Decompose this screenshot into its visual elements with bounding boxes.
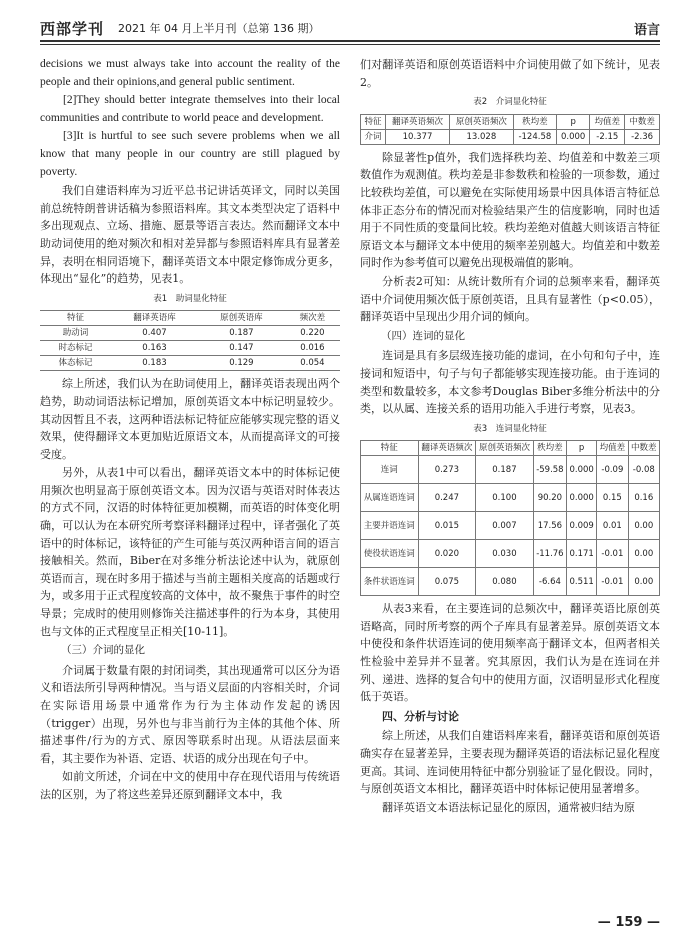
example-sentence-3: [3]It is hurtful to see such severe problems when we all know that many people in our country are still plagued by poverty. [40, 130, 340, 178]
journal-logo: 西部学刊 [40, 20, 105, 38]
paragraph: 从表3来看，在主要连词的总频次中，翻译英语比原创英语略高，同时所考察的两个子库具有显著差异。原创英语文本中使役和条件状语连词的使用频率高于翻译文本，但两者相关性检验中差异并不显著。究其原因，我们认为是在连词在并列、递进、选择的复合句中的使用方面，汉语明显形式化程度低于英语。 [360, 602, 660, 704]
table1 [40, 310, 340, 371]
table-row [40, 341, 340, 356]
example-sentence-1: decisions we must always take into account the reality of the people and their opinions,and general public sentiment. [40, 58, 340, 88]
table-cell: 时态标记 [40, 341, 111, 356]
table-cell: -0.01 [597, 568, 628, 596]
table-cell: 0.171 [567, 540, 597, 568]
table-cell: -0.01 [597, 540, 628, 568]
table-cell: 17.56 [533, 512, 566, 540]
table-row [40, 326, 340, 341]
table-header-cell: 原创英语库 [198, 311, 285, 326]
table-cell: 使役状语连词 [361, 540, 419, 568]
header-rule-thin [40, 44, 660, 45]
table-cell: 0.147 [198, 341, 285, 356]
table-cell: 介词 [361, 129, 386, 144]
section-heading: 四、分析与讨论 [382, 709, 459, 723]
table-cell: 0.15 [597, 484, 628, 512]
table-cell: -124.58 [513, 129, 556, 144]
table-header-cell: 秩均差 [513, 114, 556, 129]
paragraph: 综上所述，我们认为在助词使用上，翻译英语表现出两个趋势，助动词语法标记增加，原创英语文本中标记明显较少。其动因暂且不表，这两种语法标记特征应能够实现完整的语义效果，使得翻译文本更加贴近原语文本，从而提高译文的可接受度。 [40, 377, 340, 461]
subsection-heading: （三）介词的显化 [61, 644, 145, 657]
page-header [40, 16, 660, 42]
table-cell: -2.36 [625, 129, 660, 144]
table-row [361, 540, 660, 568]
table-cell: 0.00 [628, 512, 659, 540]
table2 [360, 114, 660, 145]
example-sentence-2: [2]They should better integrate themselves into their local communities and contribute to world peace and development. [40, 94, 340, 124]
table-header-cell: 特征 [361, 114, 386, 129]
table-header-cell: 均值差 [597, 441, 628, 456]
table-row [40, 356, 340, 371]
paragraph: 另外，从表1中可以看出，翻译英语文本中的时体标记使用频次也明显高于原创英语文本。因为汉语与英语对时体表达的方式不同，汉语的时体特征更加模糊，而英语的时体变化明确，可以认为在本研究所考察译料翻译过程中，译者强化了英语中的时体标记，该特征的产生可能与英汉两种语言间的语言接触相关。然而，Biber在对多维分析法论述中认为，就原创英语而言，现在时多用于描述与当前主题相关度高的话题或行为，或多用于正式程度较高的文体中，故不聚焦于事件的时空导景；完成时的使用则修饰关注描述事件的行为本身，其使用也与文体的正式程度呈正相关[10-11]。 [40, 466, 340, 638]
table-row [361, 484, 660, 512]
table-cell: 0.075 [418, 568, 476, 596]
table-header-cell: 翻译英语库 [111, 311, 198, 326]
table-cell: -11.76 [533, 540, 566, 568]
table-header-cell: p [556, 114, 589, 129]
paragraph: 们对翻译英语和原创英语语料中介词使用做了如下统计，见表2。 [360, 58, 660, 89]
paragraph: 综上所述，从我们自建语料库来看，翻译英语和原创英语确实存在显著差异，主要表现为翻译英语的语法标记显化程度更高。其词、连词使用特征中都分别验证了显化假设。同时，与原创英语文本相比，翻译英语中时体标记使用显著增多。 [360, 729, 660, 796]
table-cell: 0.016 [285, 341, 340, 356]
table-cell: 0.220 [285, 326, 340, 341]
table-cell: 0.100 [476, 484, 534, 512]
table-cell: 助动词 [40, 326, 111, 341]
table-header-cell: 中数差 [625, 114, 660, 129]
table3-caption: 表3 连词显化特征 [473, 423, 547, 434]
table-cell: 条件状语连词 [361, 568, 419, 596]
table-cell: 0.00 [628, 568, 659, 596]
table-cell: 10.377 [386, 129, 450, 144]
table-cell: 从属连语连词 [361, 484, 419, 512]
table-cell: 0.000 [567, 456, 597, 484]
page-number: — 159 — [597, 915, 660, 930]
paragraph: 我们自建语料库为习近平总书记讲话英译文，同时以美国前总统特朗普讲话稿为参照语料库。其文本类型决定了语料中多出现观点、立场、措施、愿景等语言表达。然而翻译文本中助动词使用的绝对频次和相对差异都与参照语料库具有显著差异，表明在相同语境下，翻译英语文本中限定修饰成分更多，体现出“显化”的趋势，见表1。 [40, 184, 340, 286]
table-cell: 主要并语连词 [361, 512, 419, 540]
table-cell: 0.01 [597, 512, 628, 540]
table-cell: 90.20 [533, 484, 566, 512]
table-cell: 0.163 [111, 341, 198, 356]
table-cell: 0.007 [476, 512, 534, 540]
table-row [361, 568, 660, 596]
table-row [361, 456, 660, 484]
table1-caption: 表1 助词显化特征 [153, 293, 227, 304]
table-cell: 0.183 [111, 356, 198, 371]
table-header-cell: 翻译英语频次 [418, 441, 476, 456]
table-cell: 连词 [361, 456, 419, 484]
table-header-cell: 原创英语频次 [449, 114, 513, 129]
table-header-cell: p [567, 441, 597, 456]
paragraph: 翻译英语文本语法标记显化的原因，通常被归结为原 [382, 800, 635, 814]
table-row [361, 129, 660, 144]
header-rule [40, 40, 660, 42]
table-header-cell: 中数差 [628, 441, 659, 456]
table-cell: 0.247 [418, 484, 476, 512]
table-cell: -0.09 [597, 456, 628, 484]
paragraph: 分析表2可知：从统计数所有介词的总频率来看，翻译英语中介词使用频次低于原创英语，且具有显著性（p<0.05），翻译英语中呈现出少用介词的倾向。 [360, 274, 660, 324]
table-cell: -0.08 [628, 456, 659, 484]
table3 [360, 440, 660, 596]
issue-info: 2021 年 04 月上半月刊（总第 136 期） [118, 22, 320, 35]
table-cell: 0.129 [198, 356, 285, 371]
table-cell: 0.000 [567, 484, 597, 512]
table2-caption: 表2 介词显化特征 [473, 97, 547, 108]
table-cell: 0.511 [567, 568, 597, 596]
table-cell: 0.054 [285, 356, 340, 371]
paragraph: 除显著性p值外，我们选择秩均差、均值差和中数差三项数值作为观测值。秩均差是非参数秩和检验的一项参数，通过比较秩均差值，可以避免在实际使用场景中因具体语言特征总体非正态分布的情况而对检验结果产生的信度影响，同时也适用于不同性质的变量间比较。秩均差绝对值越大则该语言特征原语文本与翻译文本中使用的频率差别越大。均值差和中数差同时作为参考值可以避免出现极端值的影响。 [360, 150, 660, 270]
paragraph: 介词属于数量有限的封闭词类，其出现通常可以区分为语义和语法所引导两种情况。当与语义层面的内容相关时，介词在实际语用场景中通常作为行为主体动作发起的诱因（trigger）出现，另外也与非当前行为主体的其他个体、所描述事件/行为的方式、原因等联系时出现。从语法层面来看，其主要作为补语、定语、状语的成分出现在句子中。 [40, 663, 340, 765]
table-header-cell: 均值差 [590, 114, 625, 129]
table-header-cell: 原创英语频次 [476, 441, 534, 456]
table-cell: -59.58 [533, 456, 566, 484]
subsection-heading: （四）连词的显化 [381, 329, 465, 342]
table-header-cell: 翻译英语频次 [386, 114, 450, 129]
table-cell: 0.187 [476, 456, 534, 484]
table-cell: 0.407 [111, 326, 198, 341]
section-label: 语言 [633, 23, 660, 38]
table-cell: 0.015 [418, 512, 476, 540]
table-row [361, 512, 660, 540]
table-cell: 0.000 [556, 129, 589, 144]
table-cell: -6.64 [533, 568, 566, 596]
table-cell: 0.16 [628, 484, 659, 512]
table-cell: 0.187 [198, 326, 285, 341]
table-cell: 0.009 [567, 512, 597, 540]
table-header-cell: 特征 [361, 441, 419, 456]
table-cell: 0.020 [418, 540, 476, 568]
table-cell: -2.15 [590, 129, 625, 144]
paragraph: 连词是具有多层级连接功能的虚词，在小句和句子中，连接词和短语中，句子与句子都能够实现连接功能。由于连词的类型和数量较多，本文参考Douglas Biber多维分析法中的分类，以从属、连接关系的语用功能入手进行考察，见表3。 [360, 349, 660, 416]
table-cell: 0.273 [418, 456, 476, 484]
left-column [40, 56, 340, 805]
table-cell: 0.00 [628, 540, 659, 568]
table-cell: 0.080 [476, 568, 534, 596]
table-cell: 体态标记 [40, 356, 111, 371]
table-header-cell: 秩均差 [533, 441, 566, 456]
table-header-cell: 特征 [40, 311, 111, 326]
table-header-cell: 频次差 [285, 311, 340, 326]
paragraph: 如前文所述，介词在中文的使用中存在现代语用与传统语法的区别，为了将这些差异还原到翻译文本中，我 [40, 770, 340, 801]
table-cell: 13.028 [449, 129, 513, 144]
right-column [360, 56, 660, 817]
table-cell: 0.030 [476, 540, 534, 568]
